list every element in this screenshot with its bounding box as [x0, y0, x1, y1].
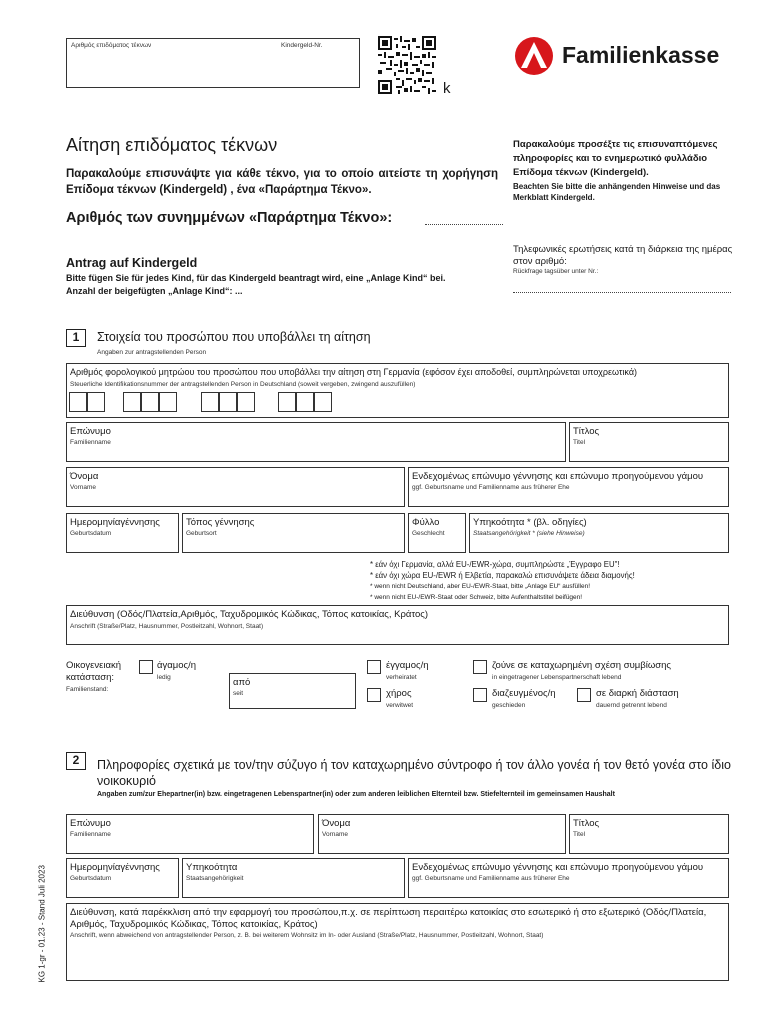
phone-input[interactable]: [513, 292, 731, 293]
family-status-label-de: Familienstand:: [66, 686, 109, 693]
since-label: από: [233, 677, 251, 688]
address-label-de: Anschrift (Straße/Platz, Hausnummer, Postleitzahl, Wohnort, Staat): [70, 623, 264, 630]
kindergeld-number-label-gr: Αριθμός επιδόματος τέκνων: [71, 42, 152, 49]
surname-label: Επώνυμο: [70, 426, 111, 437]
partner-firstname-field[interactable]: [318, 814, 566, 854]
separated-checkbox[interactable]: [577, 688, 591, 702]
right-note-de: Beachten Sie bitte die anhängenden Hinweise und das Merkblatt Kindergeld.: [513, 182, 721, 202]
kindergeld-number-field[interactable]: [66, 38, 360, 88]
surname-label-de: Familienname: [70, 439, 111, 446]
section1-title-de: Angaben zur antragstellenden Person: [97, 349, 207, 356]
taxid-digit[interactable]: [296, 392, 314, 412]
title-field[interactable]: [569, 422, 729, 462]
single-label: άγαμος/η: [157, 660, 196, 671]
pob-label-de: Geburtsort: [186, 530, 217, 537]
kindergeld-number-label-de: Kindergeld-Nr.: [281, 42, 323, 49]
married-label: έγγαμος/η: [386, 660, 429, 671]
nationality-field[interactable]: [469, 513, 729, 553]
surname-field[interactable]: [66, 422, 566, 462]
section1-number: 1: [66, 329, 86, 347]
address-field[interactable]: [66, 605, 729, 645]
widowed-label: χήρος: [386, 688, 412, 699]
qr-suffix: k: [443, 80, 451, 97]
married-label-de: verheiratet: [386, 674, 417, 681]
widowed-label-de: verwitwet: [386, 702, 414, 709]
partnership-checkbox[interactable]: [473, 660, 487, 674]
partnership-label-de: in eingetragener Lebenspartnerschaft lebend: [492, 674, 622, 681]
section1-title: Στοιχεία του προσώπου που υποβάλλει τη αίτηση: [97, 330, 371, 344]
dob-label: Ημερομηνίαγέννησης: [70, 517, 160, 528]
firstname-label-de: Vorname: [70, 484, 97, 491]
qr-code: [378, 36, 436, 94]
pob-field[interactable]: [182, 513, 405, 553]
partner-surname-field[interactable]: [66, 814, 314, 854]
birthname-label: Ενδεχομένως επώνυμο γέννησης και επώνυμο προηγούμενου γάμου: [412, 471, 704, 482]
note1: * εάν όχι Γερμανία, αλλά EU-/EWR-χώρα, συμπληρώστε „Έγγραφο EU"!: [370, 560, 620, 569]
partner-title-label: Τίτλος: [573, 818, 600, 829]
family-status-label: Οικογενειακή κατάσταση:: [66, 660, 122, 683]
partner-birthname-label-de: ggf. Geburtsname und Familienname aus früherer Ehe: [412, 875, 570, 882]
form-code-vertical: KG 1-gr - 01.23 - Stand Juli 2023: [37, 865, 47, 983]
partner-dob-field[interactable]: [66, 858, 179, 898]
taxid-digit[interactable]: [123, 392, 141, 412]
partner-address-field[interactable]: [66, 903, 729, 981]
partner-firstname-label-de: Vorname: [322, 831, 349, 838]
dob-label-de: Geburtsdatum: [70, 530, 112, 537]
partner-address-label: Διεύθυνση, κατά παρέκκλιση από την εφαρμογή του προσώπου,π.χ. σε περίπτωση περαιτέρω κατοικίας στο εσωτερικό ή στο εξωτερικό (Οδός/Πλατεία, Αριθμός, Ταχυδρομικός Κώδικας, Τόπος κατοικίας, Κράτος): [70, 907, 707, 930]
birthname-label-de: ggf. Geburtsname und Familienname aus früherer Ehe: [412, 484, 570, 491]
note2: * εάν όχι χώρα EU-/EWR ή Ελβετία, παρακαλώ επισυνάψετε άδεια διαμονής!: [370, 571, 635, 580]
separated-label-de: dauernd getrennt lebend: [596, 702, 667, 709]
de-line1: Bitte fügen Sie für jedes Kind, für das Kindergeld beantragt wird, eine „Anlage Kind“ bei.: [66, 273, 446, 283]
familienkasse-logo-text: Familienkasse: [562, 42, 720, 68]
phone-label: Τηλεφωνικές ερωτήσεις κατά τη διάρκεια της ημέρας στον αριθμό:: [513, 244, 733, 267]
married-checkbox[interactable]: [367, 660, 381, 674]
dob-field[interactable]: [66, 513, 179, 553]
taxid-digit[interactable]: [69, 392, 87, 412]
attachments-count-label: Αριθμός των συνημμένων «Παράρτημα Τέκνο»:: [66, 210, 393, 226]
de-title: Antrag auf Kindergeld: [66, 256, 198, 270]
sex-label-de: Geschlecht: [412, 530, 445, 537]
since-field[interactable]: [229, 673, 356, 709]
taxid-digit[interactable]: [159, 392, 177, 412]
partner-surname-label-de: Familienname: [70, 831, 111, 838]
partner-firstname-label: Όνομα: [322, 818, 351, 829]
taxid-digit[interactable]: [201, 392, 219, 412]
taxid-digit[interactable]: [237, 392, 255, 412]
note4: * wenn nicht EU-/EWR-Staat oder Schweiz, bitte Aufenthaltstitel beifügen!: [370, 594, 583, 601]
taxid-digit[interactable]: [219, 392, 237, 412]
right-note: Παρακαλούμε προσέξτε τις επισυναπτόμενες πληροφορίες και το ενημερωτικό φυλλάδιο Επίδομα τέκνων (Kindergeld).: [513, 139, 718, 178]
partner-nationality-label: Υπηκοότητα: [186, 862, 238, 873]
firstname-field[interactable]: [66, 467, 405, 507]
partner-surname-label: Επώνυμο: [70, 818, 111, 829]
widowed-checkbox[interactable]: [367, 688, 381, 702]
title-field-label: Τίτλος: [573, 426, 600, 437]
partner-address-label-de: Anschrift, wenn abweichend von antragstellender Person, z. B. bei weiterem Wohnsitz im In- oder Ausland (Straße/Platz, Hausnummer, Postleitzahl, Wohnort, Staat): [70, 932, 544, 939]
attachments-count-input[interactable]: [425, 224, 503, 225]
since-label-de: seit: [233, 690, 244, 697]
taxid-digit[interactable]: [87, 392, 105, 412]
title-field-label-de: Titel: [573, 439, 586, 446]
divorced-checkbox[interactable]: [473, 688, 487, 702]
sex-label: Φύλλο: [412, 517, 440, 528]
familienkasse-logo-icon: [514, 36, 554, 76]
section2-title-de: Angaben zum/zur Ehepartner(in) bzw. eingetragenen Lebenspartner(in) oder zum anderen leiblichen Elternteil bzw. Stiefelternteil im gemeinsamen Haushalt: [97, 791, 615, 798]
partner-nationality-label-de: Staatsangehörigkeit: [186, 875, 244, 882]
divorced-label: διαζευγμένος/η: [492, 688, 556, 699]
nationality-label: Υπηκοότητα * (βλ. οδηγίες): [473, 517, 587, 528]
sex-field[interactable]: [408, 513, 466, 553]
partner-title-label-de: Titel: [573, 831, 586, 838]
firstname-label: Όνομα: [70, 471, 99, 482]
single-checkbox[interactable]: [139, 660, 153, 674]
taxid-label: Αριθμός φορολογικού μητρώου του προσώπου που υποβάλλει την αίτηση στη Γερμανία (εφόσον έχει αποδοθεί, συμπληρώνεται υποχρεωτικά): [70, 367, 638, 377]
address-label: Διεύθυνση (Οδός/Πλατεία,Αριθμός, Ταχυδρομικός Κώδικας, Τόπος κατοικίας, Κράτος): [70, 609, 429, 620]
partner-title-field[interactable]: [569, 814, 729, 854]
pob-label: Τόπος γέννησης: [186, 517, 255, 528]
partner-birthname-label: Ενδεχομένως επώνυμο γέννησης και επώνυμο προηγούμενου γάμου: [412, 862, 704, 873]
partnership-label: ζούνε σε καταχωρημένη σχέση συμβίωσης: [492, 660, 671, 671]
de-line2: Anzahl der beigefügten „Anlage Kind“: ...: [66, 286, 243, 296]
separated-label: σε διαρκή διάσταση: [596, 688, 679, 699]
taxid-digit[interactable]: [314, 392, 332, 412]
phone-label-de: Rückfrage tagsüber unter Nr.:: [513, 268, 599, 275]
taxid-label-de: Steuerliche Identifikationsnummer der antragstellenden Person in Deutschland (soweit vergeben, zwingend auszufüllen): [70, 381, 416, 388]
section2-number: 2: [66, 752, 86, 770]
birthname-field[interactable]: [408, 467, 729, 507]
taxid-digit[interactable]: [141, 392, 159, 412]
partner-birthname-field[interactable]: [408, 858, 729, 898]
partner-dob-label: Ημερομηνίαγέννησης: [70, 862, 160, 873]
divorced-label-de: geschieden: [492, 702, 526, 709]
nationality-label-de: Staatsangehörigkeit * (siehe Hinweise): [473, 530, 585, 537]
partner-dob-label-de: Geburtsdatum: [70, 875, 112, 882]
page-title: Αίτηση επιδόματος τέκνων: [66, 135, 278, 155]
single-label-de: ledig: [157, 674, 171, 681]
note3: * wenn nicht Deutschland, aber EU-/EWR-Staat, bitte „Anlage EU“ ausfüllen!: [370, 583, 591, 590]
partner-nationality-field[interactable]: [182, 858, 405, 898]
title-instruction: Παρακαλούμε επισυνάψτε για κάθε τέκνο, για το οποίο αιτείστε τη χορήγηση Επίδομα τέκνων (Kindergeld) , ένα «Παράρτημα Τέκνο».: [66, 168, 498, 196]
taxid-digit[interactable]: [278, 392, 296, 412]
section2-title: Πληροφορίες σχετικά με τον/την σύζυγο ή τον καταχωρημένο σύντροφο ή τον άλλο γονέα ή τον θετό γονέα στο ίδιο νοικοκυριό: [97, 758, 731, 788]
